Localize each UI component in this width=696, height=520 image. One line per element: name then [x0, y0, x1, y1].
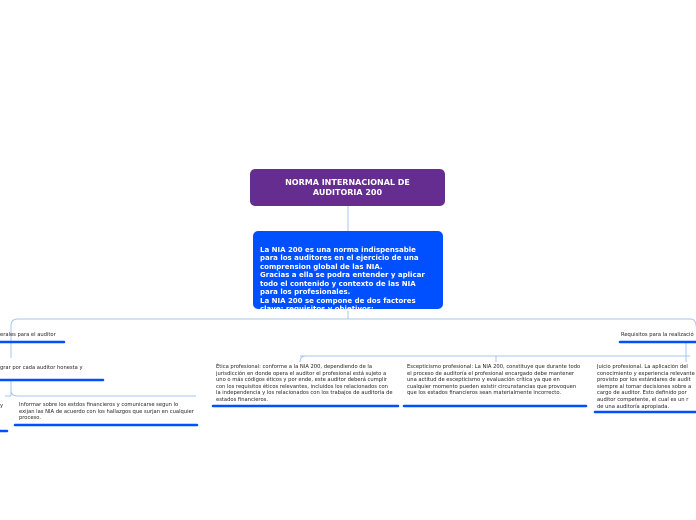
- left-fragment[interactable]: y: [0, 403, 4, 409]
- root-title: NORMA INTERNACIONAL DE AUDITORIA 200: [285, 178, 410, 197]
- requirement-etica[interactable]: Ética profesional: conforme a la NIA 200, dependiendo de la jurisdicción en donde opera el auditor el profesional está sujeto a uno o más códigos éticos y por ende, este auditor deberá cumplir con los requisitos éticos relevantes, incluidos los relacionados con la independencia y los relacionados con los trabajos de auditoría de estados financieros.: [216, 364, 393, 403]
- branch-right-label[interactable]: Requisitos para la realizació: [621, 332, 694, 338]
- main-topic-text: La NIA 200 es una norma indispensable para los auditores en el ejercicio de una comprension global de las NIA. Gracias a ella se podra entender y aplicar todo el contenido y contexto de las NIA para los profesionales. La NIA 200 se compone de dos factores clave: requisitos y objetivos:: [260, 245, 425, 313]
- connector-left-curve2: [11, 390, 196, 396]
- left-item-2[interactable]: Informar sobre los estdos financieros y comunicarse segun lo exijan las NIA de acuerdo con los hallazgos que surjan en cualquier proceso.: [19, 402, 194, 422]
- requirement-juicio[interactable]: Juicio profesional. La aplicación del conocimiento y experiencia relevante provisto por los estándares de audit siempre al tomar decisiones sobre a cargo de auditor. Esto definido por auditor competente, el cual es un r de una auditoría apropiada.: [597, 364, 695, 410]
- left-item-1[interactable]: grar por cada auditor honesta y: [0, 365, 83, 371]
- requirement-escepticismo[interactable]: Escepticismo profesional: La NIA 200, constituye que durante todo el proceso de auditoría el profesional encargado debe mantener una actitud de escepticismo y evaluación crítica ya que en cualquier momento pueden existir circunstancias que provoquen que los estados financieros sean materialmente incorrecto.: [407, 364, 581, 397]
- connector-right-curve: [690, 319, 696, 326]
- connector-left-curve: [11, 319, 18, 326]
- root-topic[interactable]: [250, 169, 445, 206]
- main-topic[interactable]: [253, 231, 443, 313]
- connector-req-bar-l: [300, 356, 306, 362]
- branch-left-label[interactable]: erales para el auditor: [0, 332, 56, 338]
